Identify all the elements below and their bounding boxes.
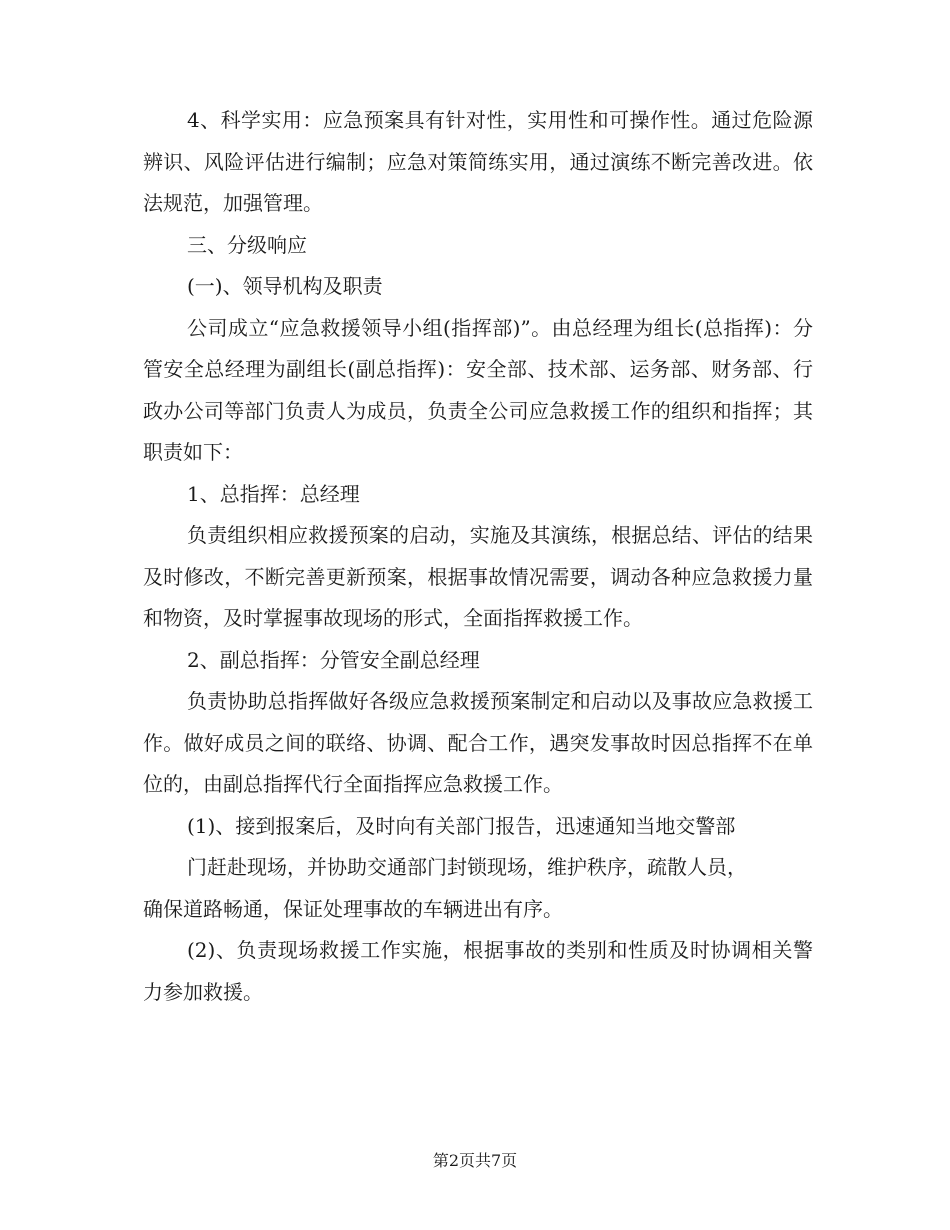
paragraph-duty-2: (2)、负责现场救援工作实施，根据事故的类别和性质及时协调相关警力参加救援。 <box>143 938 813 1004</box>
heading-subsection-1: (一)、领导机构及职责 <box>187 274 383 298</box>
document-body <box>143 100 813 1013</box>
paragraph-principle-4: 4、科学实用：应急预案具有针对性，实用性和可操作性。通过危险源辨识、风险评估进行编制；应急对策简练实用，通过演练不断完善改进。依法规范，加强管理。 <box>143 108 813 215</box>
heading-commander: 1、总指挥：总经理 <box>187 481 360 506</box>
paragraph-duty-1-line-3: 确保道路畅通，保证处理事故的车辆进出有序。 <box>143 896 563 921</box>
paragraph-commander-duties: 负责组织相应救援预案的启动，实施及其演练，根据总结、评估的结果及时修改，不断完善更新预案，根据事故情况需要，调动各种应急救援力量和物资，及时掌握事故现场的形式，全面指挥救援工作。 <box>143 523 813 630</box>
paragraph-deputy-duties: 负责协助总指挥做好各级应急救援预案制定和启动以及事故应急救援工作。做好成员之间的联络、协调、配合工作，遇突发事故时因总指挥不在单位的，由副总指挥代行全面指挥应急救援工作。 <box>143 689 813 796</box>
paragraph-duty-1-line-1: (1)、接到报案后，及时向有关部门报告，迅速通知当地交警部 <box>187 813 736 838</box>
heading-section-3: 三、分级响应 <box>187 232 307 257</box>
page-number-footer: 第2页共7页 <box>432 1151 518 1170</box>
paragraph-duty-1-line-2: 门赶赴现场，并协助交通部门封锁现场，维护秩序，疏散人员， <box>187 855 747 879</box>
paragraph-leadership-group: 公司成立“应急救援领导小组(指挥部)”。由总经理为组长(总指挥)：分管安全总经理为副组长(副总指挥)：安全部、技术部、运务部、财务部、行政办公司等部门负责人为成员，负责全公司应急救援工作的组织和指挥；其职责如下： <box>143 315 813 464</box>
heading-deputy-commander: 2、副总指挥：分管安全副总经理 <box>187 647 480 672</box>
